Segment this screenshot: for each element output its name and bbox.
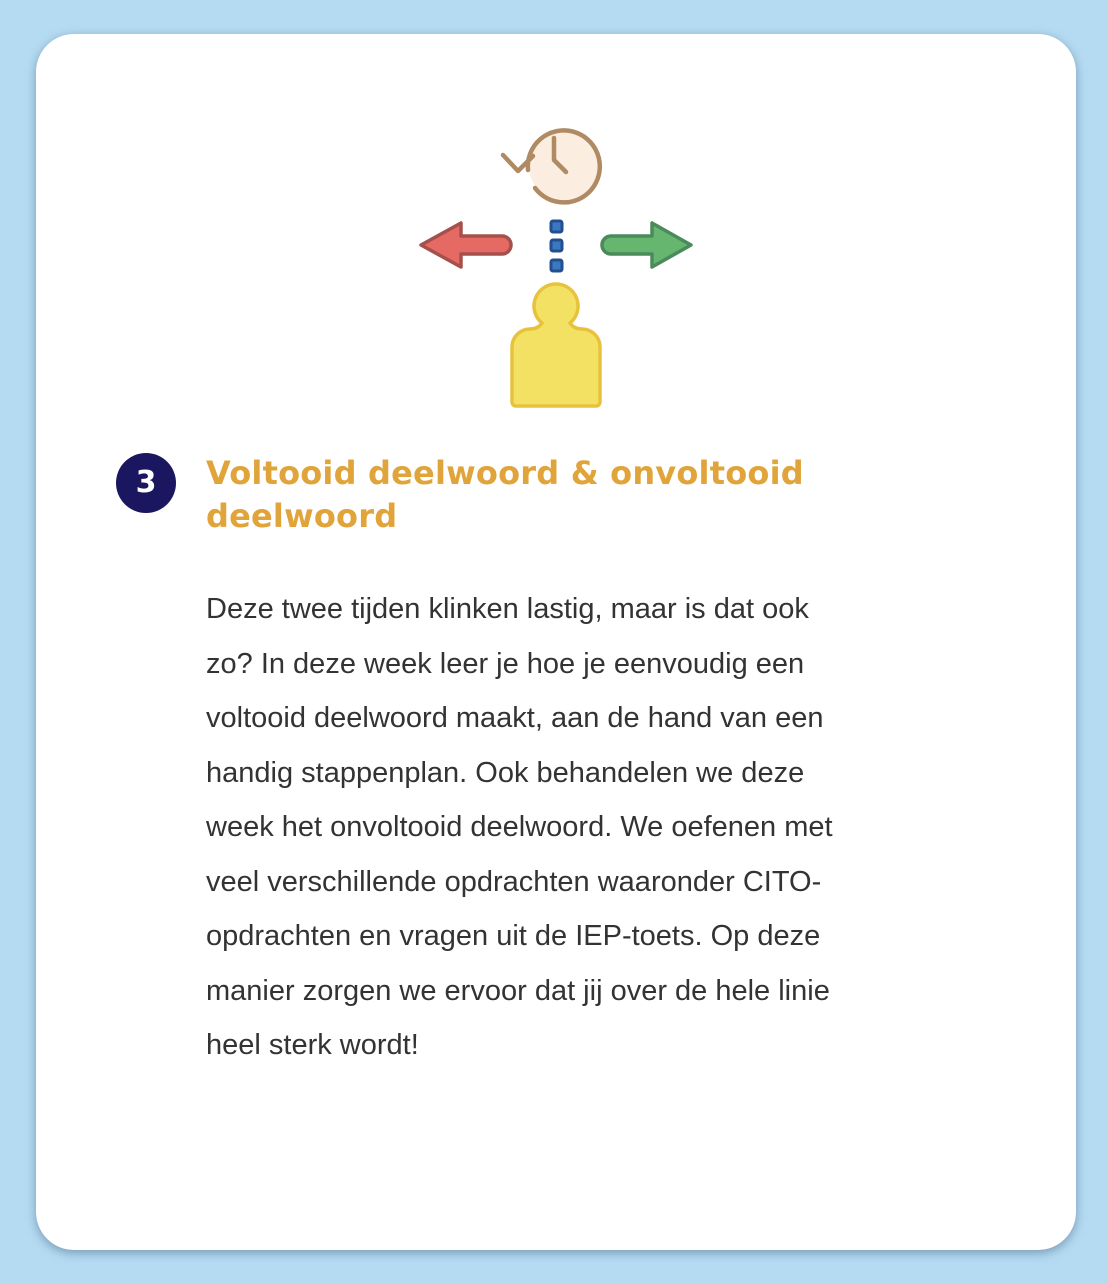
lesson-title (206, 452, 1006, 538)
arrow-right-icon (602, 223, 691, 267)
crossroads-illustration (0, 0, 1108, 420)
description-line: opdrachten en vragen uit de IEP-toets. Op deze (206, 920, 821, 952)
person-icon (512, 284, 600, 406)
description-line: veel verschillende opdrachten waaronder CITO- (206, 865, 822, 898)
description-line: week het onvoltooid deelwoord. We oefenen met (206, 811, 833, 843)
description-line: voltooid deelwoord maakt, aan de hand van een (206, 702, 824, 734)
description-line: heel sterk wordt! (206, 1029, 419, 1061)
dotted-line-icon (551, 221, 562, 271)
arrow-left-icon (421, 223, 511, 267)
lesson-description (206, 582, 1006, 1073)
description-line: handig stappenplan. Ook behandelen we deze (206, 756, 805, 789)
clock-history-icon (503, 130, 601, 203)
description-line: manier zorgen we ervoor dat jij over de hele linie (206, 974, 830, 1007)
step-number-badge: 3 (116, 453, 176, 513)
title-line-1: Voltooid deelwoord & onvoltooid (206, 454, 804, 492)
description-line: Deze twee tijden klinken lastig, maar is dat ook (206, 593, 809, 625)
description-line: zo? In deze week leer je hoe je eenvoudig een (206, 647, 805, 680)
title-line-2: deelwoord (206, 497, 398, 535)
